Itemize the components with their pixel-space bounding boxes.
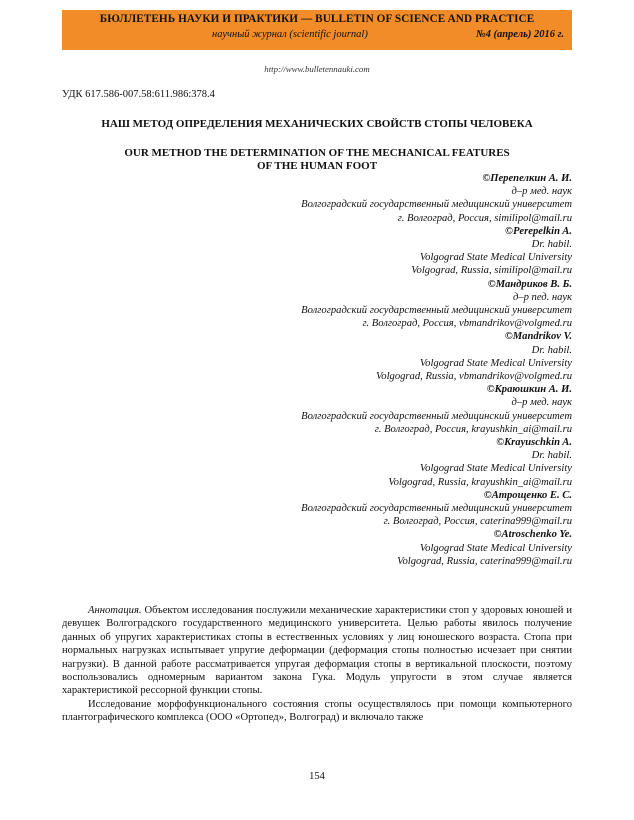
author-affiliation: Volgograd State Medical University [419, 542, 572, 554]
article-title-en-line2: OF THE HUMAN FOOT [256, 160, 378, 172]
abstract-text: Объектом исследования послужили механические характеристики стоп у здоровых юношей и девушек Волгоградского государственного медицинского университета. Целью работы явилось получение данных об упругих характеристиках стопы в естественных условиях у лиц юношеского возраста. Стопа при нормальных нагрузках испытывает упругие деформации (деформация стопы полностью исчезает при снятии нагрузки). В данной работе рассматривается упругая деформация стопы в вертикальной плоскости, поэтому воспользовались одномерным вариантом закона Гука. Модуль упругости в этом случае является характеристикой рессорной функции стопы. [62, 605, 572, 697]
udk-code: УДК 617.586-007.58:611.986:378.4 [62, 89, 215, 100]
author-location: Volgograd, Russia, caterina999@mail.ru [397, 555, 572, 567]
author-affiliation: Волгоградский государственный медицинский университет [301, 199, 572, 211]
author-degree: д–р мед. наук [511, 186, 572, 198]
author-degree: Dr. habil. [531, 344, 572, 356]
author-name: ©Атрощенко Е. С. [483, 489, 572, 501]
author-affiliation: Волгоградский государственный медицинский университет [301, 305, 572, 317]
body-paragraph: Исследование морфофункционального состояния стопы осуществлялось при помощи компьютерного плантографического комплекса (ООО «Ортопед», Волгоград) и включало также [62, 698, 572, 724]
author-location: г. Волгоград, Россия, similipol@mail.ru [397, 212, 572, 224]
author-affiliation: Volgograd State Medical University [419, 357, 572, 369]
author-affiliation: Волгоградский государственный медицинский университет [301, 410, 572, 422]
author-block [152, 172, 572, 568]
author-location: г. Волгоград, Россия, krayushkin_ai@mail.ru [374, 423, 572, 435]
page-number: 154 [309, 771, 325, 782]
author-location: Volgograd, Russia, similipol@mail.ru [411, 265, 572, 277]
author-affiliation: Volgograd State Medical University [419, 463, 572, 475]
article-title-en [62, 147, 572, 173]
journal-title: БЮЛЛЕТЕНЬ НАУКИ И ПРАКТИКИ — BULLETIN OF SCIENCE AND PRACTICE [99, 13, 535, 25]
journal-url[interactable]: http://www.bulletennauki.com [264, 64, 370, 74]
abstract-label: Аннотация. [88, 605, 142, 616]
author-location: г. Волгоград, Россия, caterina999@mail.ru [383, 516, 572, 528]
author-location: Volgograd, Russia, vbmandrikov@volgmed.ru [376, 371, 572, 383]
author-name: ©Краюшкин А. И. [486, 384, 572, 396]
author-degree: Dr. habil. [531, 239, 572, 251]
abstract-paragraph [62, 604, 572, 698]
article-title-en-line1: OUR METHOD THE DETERMINATION OF THE MECHANICAL FEATURES [124, 147, 510, 159]
journal-issue: №4 (апрель) 2016 г. [475, 29, 564, 40]
journal-header-banner [62, 10, 572, 50]
author-location: Volgograd, Russia, krayushkin_ai@mail.ru [388, 476, 572, 488]
abstract [62, 604, 572, 725]
article-title-ru: НАШ МЕТОД ОПРЕДЕЛЕНИЯ МЕХАНИЧЕСКИХ СВОЙСТВ СТОПЫ ЧЕЛОВЕКА [101, 118, 533, 130]
author-degree: д–р мед. наук [511, 397, 572, 409]
author-degree: Dr. habil. [531, 450, 572, 462]
journal-subtitle: научный журнал (scientific journal) [212, 29, 368, 40]
author-location: г. Волгоград, Россия, vbmandrikov@volgmed.ru [362, 318, 572, 330]
author-degree: д–р пед. наук [512, 291, 572, 303]
author-affiliation: Volgograd State Medical University [419, 252, 572, 264]
author-name: ©Mandrikov V. [504, 331, 572, 343]
author-name: ©Krayuschkin A. [496, 437, 572, 449]
author-name: ©Atroschenko Ye. [493, 529, 572, 541]
author-affiliation: Волгоградский государственный медицинский университет [301, 503, 572, 515]
author-name: ©Мандриков В. Б. [487, 278, 572, 290]
author-name: ©Perepelkin A. [505, 225, 572, 237]
author-name: ©Перепелкин А. И. [482, 173, 572, 184]
